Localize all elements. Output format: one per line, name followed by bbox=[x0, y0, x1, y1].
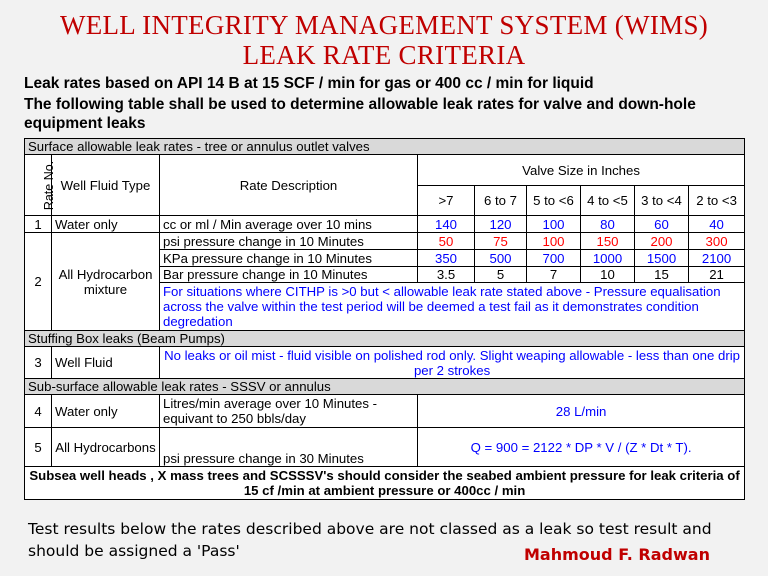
rate-number: 1 bbox=[25, 216, 52, 233]
rate-value: 2100 bbox=[689, 250, 745, 267]
rate-description: Bar pressure change in 10 Minutes bbox=[160, 267, 418, 283]
intro-text-2: The following table shall be used to determine allowable leak rates for valve and down-hole equipment leaks bbox=[24, 96, 696, 132]
rate-description: cc or ml / Min average over 10 mins bbox=[160, 216, 418, 233]
rate-value: 150 bbox=[581, 233, 635, 250]
size-header: 6 to 7 bbox=[475, 186, 527, 216]
rate-value: 1000 bbox=[581, 250, 635, 267]
rate-value: 5 bbox=[475, 267, 527, 283]
fluid-type: All Hydrocarbons bbox=[52, 428, 160, 467]
rate-value: 700 bbox=[527, 250, 581, 267]
slide-title-line2: LEAK RATE CRITERIA bbox=[242, 40, 526, 70]
size-header: 2 to <3 bbox=[689, 186, 745, 216]
size-header: 3 to <4 bbox=[635, 186, 689, 216]
header-rate-no: Rate No. bbox=[25, 155, 52, 216]
subsea-note: Subsea well heads , X mass trees and SCSSSV's should consider the seabed ambient pressure for leak criteria of 15 cf /min at ambient pressure or 400cc / min bbox=[25, 467, 745, 500]
rate-value: 10 bbox=[581, 267, 635, 283]
rate-value: 75 bbox=[475, 233, 527, 250]
rate-value: 15 bbox=[635, 267, 689, 283]
fluid-type: All Hydrocarbon mixture bbox=[52, 233, 160, 331]
rate-value: 40 bbox=[689, 216, 745, 233]
rate-description: psi pressure change in 10 Minutes bbox=[160, 233, 418, 250]
fluid-type: Water only bbox=[52, 395, 160, 428]
rate-formula: Q = 900 = 2122 * DP * V / (Z * Dt * T). bbox=[418, 428, 745, 467]
rate-number: 3 bbox=[25, 347, 52, 379]
stuffing-box-criteria: No leaks or oil mist - fluid visible on polished rod only. Slight weaping allowable - less than one drip per 2 strokes bbox=[160, 347, 745, 379]
rate-value: 120 bbox=[475, 216, 527, 233]
footer-note: Test results below the rates described above are not classed as a leak so test result and should be assigned a 'Pass' bbox=[28, 520, 712, 560]
author-signature: Mahmoud F. Radwan bbox=[524, 545, 710, 564]
rate-value: 1500 bbox=[635, 250, 689, 267]
intro-text-1: Leak rates based on API 14 B at 15 SCF / min for gas or 400 cc / min for liquid bbox=[24, 75, 594, 92]
rate-value: 60 bbox=[635, 216, 689, 233]
size-header: >7 bbox=[418, 186, 475, 216]
rate-value: 140 bbox=[418, 216, 475, 233]
fluid-type: Well Fluid bbox=[52, 347, 160, 379]
header-rate-description: Rate Description bbox=[160, 155, 418, 216]
rate-description: Litres/min average over 10 Minutes - equivant to 250 bbls/day bbox=[160, 395, 418, 428]
rate-value: 50 bbox=[418, 233, 475, 250]
rate-value: 80 bbox=[581, 216, 635, 233]
section-stuffing-box: Stuffing Box leaks (Beam Pumps) bbox=[25, 331, 745, 347]
rate-number: 4 bbox=[25, 395, 52, 428]
section-subsurface: Sub-surface allowable leak rates - SSSV or annulus bbox=[25, 379, 745, 395]
section-surface: Surface allowable leak rates - tree or annulus outlet valves bbox=[25, 139, 745, 155]
rate-value: 28 L/min bbox=[418, 395, 745, 428]
rate-value: 100 bbox=[527, 233, 581, 250]
rate-number: 2 bbox=[25, 233, 52, 331]
rate-value: 3.5 bbox=[418, 267, 475, 283]
size-header: 4 to <5 bbox=[581, 186, 635, 216]
rate-value: 100 bbox=[527, 216, 581, 233]
fluid-type: Water only bbox=[52, 216, 160, 233]
leak-rate-table bbox=[24, 138, 745, 500]
rate-value: 350 bbox=[418, 250, 475, 267]
rate-value: 21 bbox=[689, 267, 745, 283]
rate-description: KPa pressure change in 10 Minutes bbox=[160, 250, 418, 267]
rate-value: 500 bbox=[475, 250, 527, 267]
header-fluid-type: Well Fluid Type bbox=[52, 155, 160, 216]
rate-value: 200 bbox=[635, 233, 689, 250]
slide-title-line1: WELL INTEGRITY MANAGEMENT SYSTEM (WIMS) bbox=[59, 10, 709, 40]
pressure-equalisation-note: For situations where CITHP is >0 but < allowable leak rate stated above - Pressure equalisation across the valve within the test period will be deemed a test fail as it demonstrates condition degredation bbox=[160, 283, 745, 331]
size-header: 5 to <6 bbox=[527, 186, 581, 216]
rate-value: 300 bbox=[689, 233, 745, 250]
header-valve-size: Valve Size in Inches bbox=[418, 155, 745, 186]
rate-description: psi pressure change in 30 Minutes bbox=[160, 428, 418, 467]
rate-number: 5 bbox=[25, 428, 52, 467]
rate-value: 7 bbox=[527, 267, 581, 283]
